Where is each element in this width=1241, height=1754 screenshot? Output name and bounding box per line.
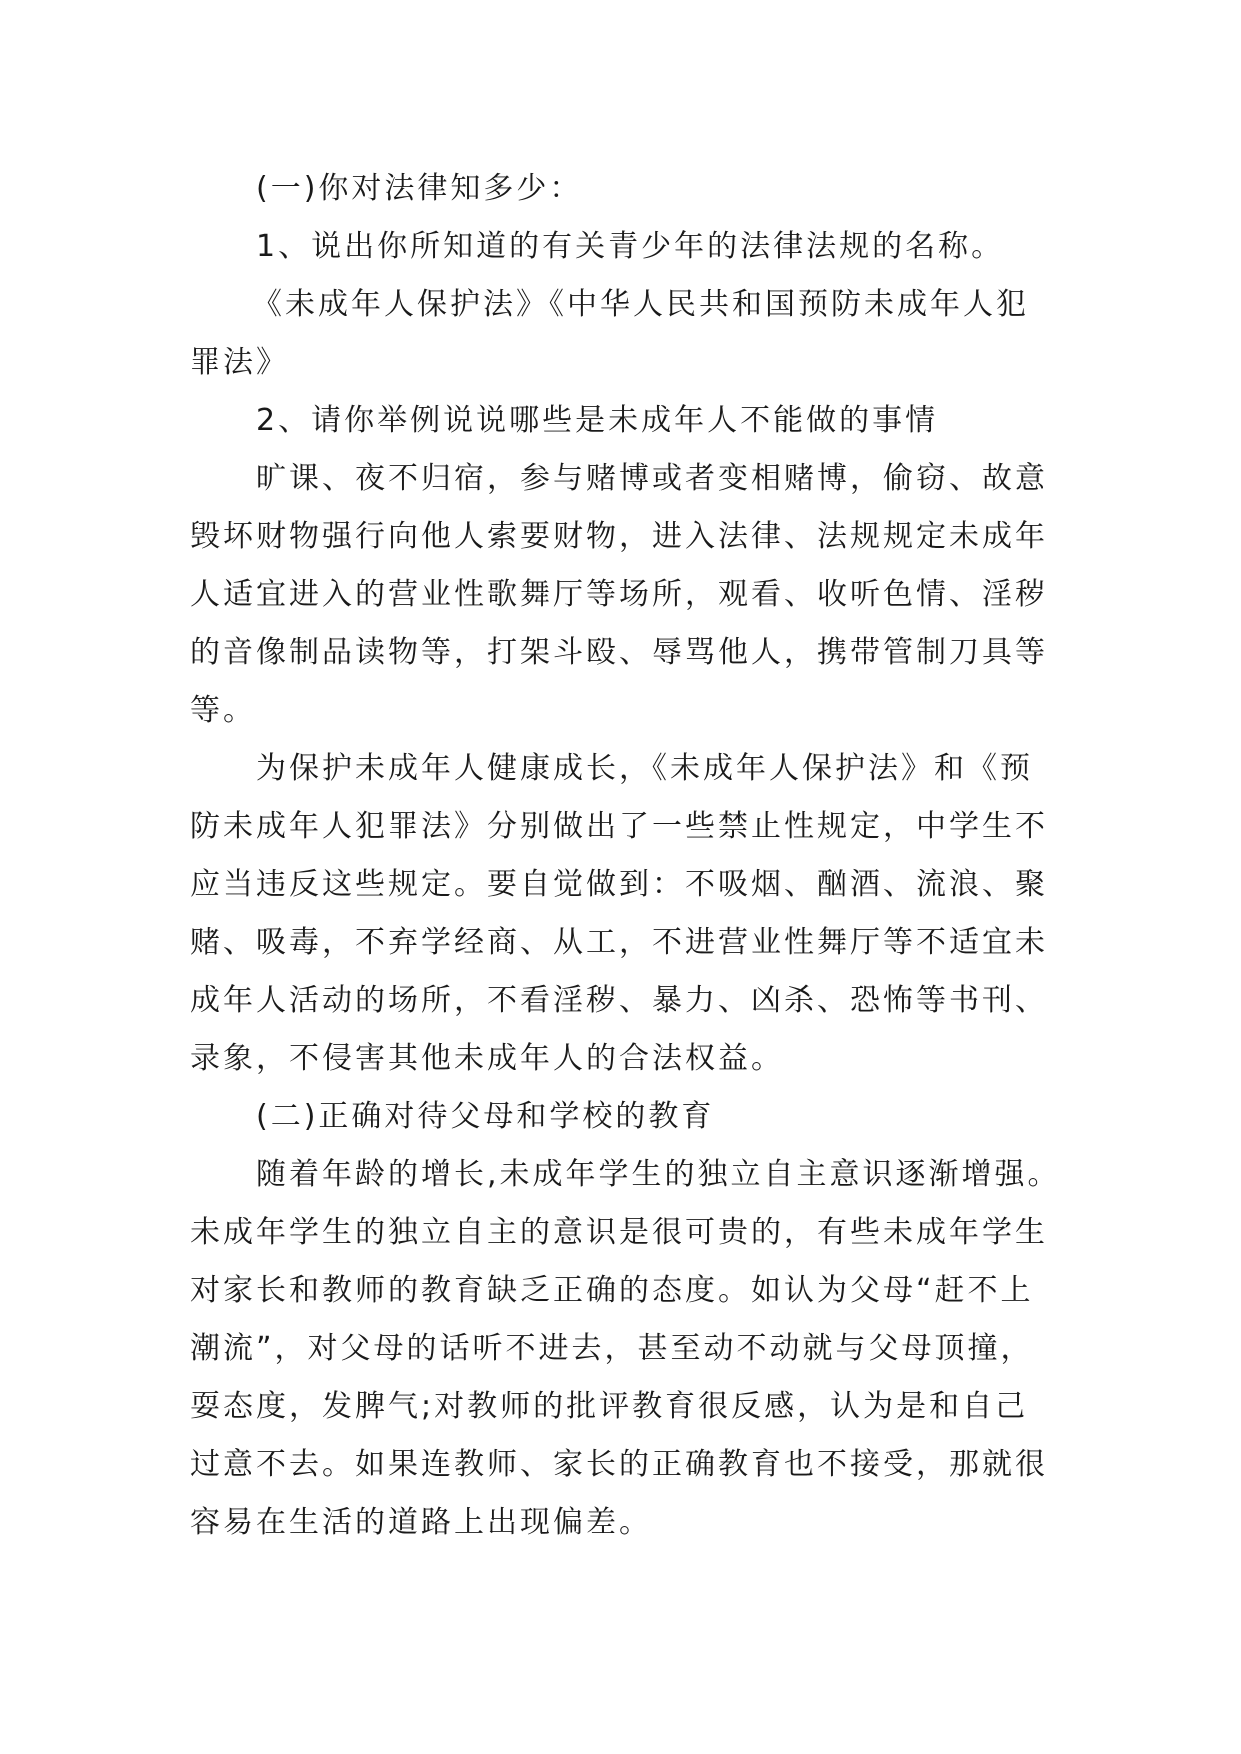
- paragraph-2-line-3: 对家长和教师的教育缺乏正确的态度。如认为父母“赶不上: [190, 1273, 1034, 1308]
- answer-2-line-2: 毁坏财物强行向他人索要财物，进入法律、法规规定未成年: [190, 519, 1048, 554]
- paragraph-1-line-4: 赌、吸毒，不弃学经商、从工，不进营业性舞厅等不适宜未: [190, 925, 1048, 960]
- paragraph-2-line-4: 潮流”，对父母的话听不进去，甚至动不动就与父母顶撞，: [190, 1331, 1034, 1366]
- paragraph-1-line-6: 录象，不侵害其他未成年人的合法权益。: [190, 1041, 784, 1076]
- question-2: 2、请你举例说说哪些是未成年人不能做的事情: [256, 403, 939, 438]
- paragraph-1-line-5: 成年人活动的场所，不看淫秽、暴力、凶杀、恐怖等书刊、: [190, 983, 1048, 1018]
- answer-1-line-1: 《未成年人保护法》《中华人民共和国预防未成年人犯: [252, 287, 1029, 322]
- paragraph-1-line-2: 防未成年人犯罪法》分别做出了一些禁止性规定，中学生不: [190, 809, 1048, 844]
- answer-2-line-4: 的音像制品读物等，打架斗殴、辱骂他人，携带管制刀具等: [190, 635, 1048, 670]
- paragraph-2-line-2: 未成年学生的独立自主的意识是很可贵的，有些未成年学生: [190, 1215, 1048, 1250]
- paragraph-1-line-3: 应当违反这些规定。要自觉做到：不吸烟、酗酒、流浪、聚: [190, 867, 1048, 902]
- paragraph-2-line-5: 耍态度，发脾气;对教师的批评教育很反感，认为是和自己: [190, 1389, 1029, 1424]
- answer-2-line-5: 等。: [190, 693, 256, 728]
- section-heading-2: (二)正确对待父母和学校的教育: [256, 1099, 715, 1134]
- section-heading-1: (一)你对法律知多少：: [256, 171, 583, 206]
- question-1: 1、说出你所知道的有关青少年的法律法规的名称。: [256, 229, 1005, 264]
- paragraph-2-line-1: 随着年龄的增长,未成年学生的独立自主意识逐渐增强。: [256, 1157, 1061, 1192]
- paragraph-2-line-6: 过意不去。如果连教师、家长的正确教育也不接受，那就很: [190, 1447, 1048, 1482]
- paragraph-1-line-1: 为保护未成年人健康成长，《未成年人保护法》和《预: [256, 751, 1033, 786]
- answer-2-line-3: 人适宜进入的营业性歌舞厅等场所，观看、收听色情、淫秽: [190, 577, 1048, 612]
- paragraph-2-line-7: 容易在生活的道路上出现偏差。: [190, 1505, 652, 1540]
- answer-2-line-1: 旷课、夜不归宿，参与赌博或者变相赌博，偷窃、故意: [256, 461, 1048, 496]
- answer-1-line-2: 罪法》: [190, 345, 289, 380]
- document-body: [190, 160, 1061, 1552]
